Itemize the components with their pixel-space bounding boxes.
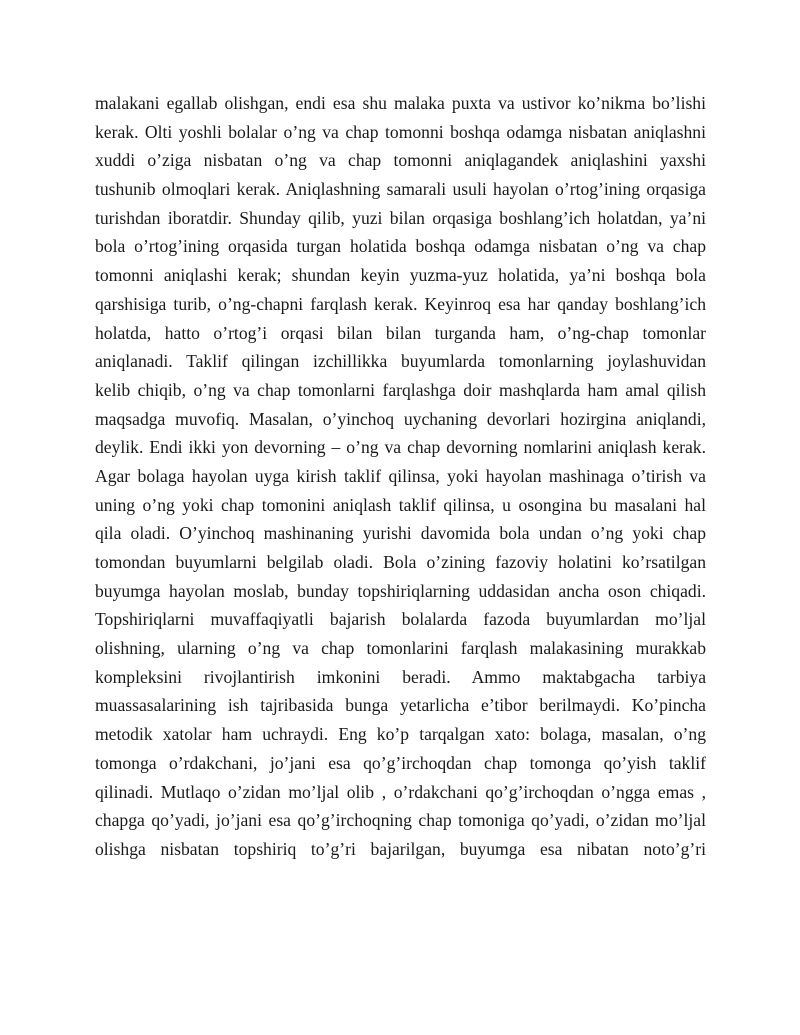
- text-line: xuddi o’ziga nisbatan o’ng va chap tomonni aniqlagandek aniqlashini yaxshi: [95, 150, 706, 171]
- text-line: olishning, ularning o’ng va chap tomonlarini farqlash malakasining murakkab: [95, 638, 706, 659]
- text-line: qarshisiga turib, o’ng-chapni farqlash kerak. Keyinroq esa har qanday boshlang’ich: [95, 293, 706, 314]
- text-line: tomonni aniqlashi kerak; shundan keyin yuzma-yuz holatida, ya’ni boshqa bola: [95, 265, 706, 286]
- text-line: malakani egallab olishgan, endi esa shu malaka puxta va ustivor ko’nikma bo’lishi: [95, 93, 706, 113]
- text-line: olishga nisbatan topshiriq to’g’ri bajarilgan, buyumga esa nibatan noto’g’ri: [95, 838, 706, 859]
- text-line: tushunib olmoqlari kerak. Aniqlashning samarali usuli hayolan o’rtog’ining orqasiga: [95, 179, 706, 200]
- text-line: turishdan iboratdir. Shunday qilib, yuzi bilan orqasiga boshlang’ich holatdan, ya’ni: [95, 207, 706, 228]
- text-line: muassasalarining ish tajribasida bunga yetarlicha e’tibor berilmaydi. Ko’pincha: [95, 695, 706, 716]
- text-line: qilinadi. Mutlaqo o’zidan mo’ljal olib , o’rdakchani qo’g’irchoqdan o’ngga emas ,: [95, 781, 706, 802]
- text-line: aniqlanadi. Taklif qilingan izchillikka buyumlarda tomonlarning joylashuvidan: [95, 351, 706, 372]
- text-line: qila oladi. O’yinchoq mashinaning yurishi davomida bola undan o’ng yoki chap: [95, 523, 706, 544]
- text-line: deylik. Endi ikki yon devorning – o’ng va chap devorning nomlarini aniqlash kerak.: [95, 437, 706, 458]
- text-line: kompleksini rivojlantirish imkonini beradi. Ammo maktabgacha tarbiya: [95, 666, 706, 687]
- text-line: metodik xatolar ham uchraydi. Eng ko’p tarqalgan xato: bolaga, masalan, o’ng: [95, 724, 706, 745]
- text-line: bola o’rtog’ining orqasida turgan holatida boshqa odamga nisbatan o’ng va chap: [95, 236, 706, 257]
- text-line: tomonga o’rdakchani, jo’jani esa qo’g’irchoqdan chap tomonga qo’yish taklif: [95, 752, 706, 773]
- text-line: buyumga hayolan moslab, bunday topshiriqlarning uddasidan ancha oson chiqadi.: [95, 580, 706, 601]
- text-line: holatda, hatto o’rtog’i orqasi bilan bilan turganda ham, o’ng-chap tomonlar: [95, 322, 706, 343]
- text-line: tomondan buyumlarni belgilab oladi. Bola o’zining fazoviy holatini ko’rsatilgan: [95, 552, 706, 572]
- text-line: Topshiriqlarni muvaffaqiyatli bajarish bolalarda fazoda buyumlardan mo’ljal: [95, 609, 706, 630]
- text-line: uning o’ng yoki chap tomonini aniqlash taklif qilinsa, u osongina bu masalani hal: [95, 494, 706, 515]
- text-line: Agar bolaga hayolan uyga kirish taklif qilinsa, yoki hayolan mashinaga o’tirish va: [95, 465, 706, 486]
- text-line: kelib chiqib, o’ng va chap tomonlarni farqlashga doir mashqlarda ham amal qilish: [95, 379, 706, 400]
- body-text: [95, 89, 706, 864]
- text-line: chapga qo’yadi, jo’jani esa qo’g’irchoqning chap tomoniga qo’yadi, o’zidan mo’ljal: [95, 810, 706, 831]
- text-line: maqsadga muvofiq. Masalan, o’yinchoq uychaning devorlari hozirgina aniqlandi,: [95, 408, 706, 429]
- text-line: kerak. Olti yoshli bolalar o’ng va chap tomonni boshqa odamga nisbatan aniqlashni: [95, 121, 706, 142]
